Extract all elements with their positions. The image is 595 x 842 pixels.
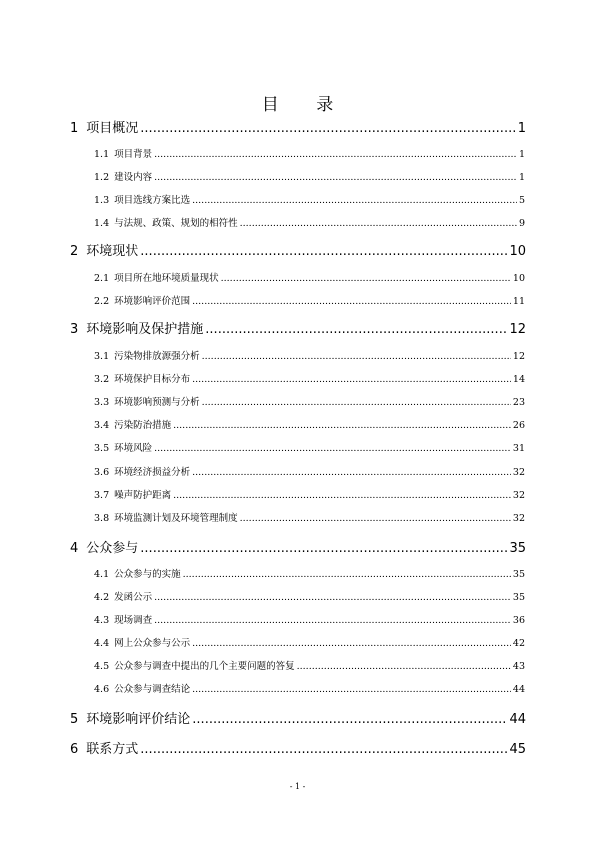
toc-number: 1.4: [94, 218, 110, 229]
toc-leader-dots: [154, 443, 511, 455]
toc-leader-dots: [154, 149, 517, 161]
toc-leader-dots: [297, 661, 511, 673]
toc-page-number: 44: [509, 712, 526, 727]
toc-number: 1.1: [94, 149, 110, 160]
toc-leader-dots: [140, 541, 507, 557]
toc-number: 4.5: [94, 661, 110, 672]
toc-page-number: 32: [512, 490, 525, 501]
toc-label: 联系方式: [86, 742, 139, 757]
toc-section[interactable]: [94, 296, 525, 308]
toc-page-number: 1: [518, 149, 525, 160]
toc-number: 1.3: [94, 195, 110, 206]
toc-section[interactable]: [94, 374, 525, 386]
toc-page-number: 12: [512, 351, 525, 362]
toc-leader-dots: [240, 218, 517, 230]
toc-label: 环境保护目标分布: [114, 374, 191, 385]
toc-leader-dots: [202, 397, 511, 409]
toc-label: 污染防治措施: [114, 420, 172, 431]
toc-page-number: 26: [512, 420, 525, 431]
toc-page-number: 36: [512, 615, 525, 626]
toc-number: 5: [70, 712, 79, 727]
toc-label: 发函公示: [114, 592, 153, 603]
toc-page-number: 10: [509, 244, 526, 259]
page-number: - 1 -: [289, 782, 306, 791]
toc-number: 1: [70, 121, 79, 136]
toc-label: 环境经济损益分析: [114, 467, 191, 478]
toc-number: 3.7: [94, 490, 110, 501]
toc-number: 4.2: [94, 592, 110, 603]
toc-leader-dots: [140, 742, 507, 758]
toc-chapter[interactable]: [70, 121, 526, 137]
toc-page-number: 23: [512, 397, 525, 408]
toc-number: 3.3: [94, 397, 110, 408]
toc-number: 3.1: [94, 351, 110, 362]
toc-label: 环境影响评价结论: [86, 712, 191, 727]
toc-page-number: 42: [512, 638, 525, 649]
toc-label: 公众参与的实施: [114, 569, 181, 580]
toc-number: 3.5: [94, 443, 110, 454]
toc-leader-dots: [192, 467, 511, 479]
toc-leader-dots: [192, 374, 511, 386]
toc-number: 3.4: [94, 420, 110, 431]
toc-leader-dots: [154, 172, 517, 184]
toc-label: 公众参与调查结论: [114, 684, 191, 695]
toc-section[interactable]: [94, 149, 525, 161]
toc-page-number: 10: [512, 273, 525, 284]
toc-page-number: 14: [512, 374, 525, 385]
toc-section[interactable]: [94, 684, 525, 696]
toc-section[interactable]: [94, 273, 525, 285]
toc-leader-dots: [192, 296, 511, 308]
toc-label: 污染物排放源强分析: [114, 351, 200, 362]
toc-page-number: 35: [512, 569, 525, 580]
toc-number: 4: [70, 541, 79, 556]
toc-section[interactable]: [94, 638, 525, 650]
toc-leader-dots: [173, 490, 511, 502]
toc-leader-dots: [154, 615, 511, 627]
toc-leader-dots: [192, 684, 511, 696]
toc-leader-dots: [183, 569, 511, 581]
toc-section[interactable]: [94, 661, 525, 673]
toc-section[interactable]: [94, 490, 525, 502]
toc-number: 4.6: [94, 684, 110, 695]
toc-label: 现场调查: [114, 615, 153, 626]
toc-label: 环境监测计划及环境管理制度: [114, 513, 238, 524]
toc-label: 噪声防护距离: [114, 490, 172, 501]
toc-label: 建设内容: [114, 172, 153, 183]
toc-chapter[interactable]: [70, 541, 526, 557]
toc-leader-dots: [192, 638, 511, 650]
toc-label: 项目背景: [114, 149, 153, 160]
toc-section[interactable]: [94, 592, 525, 604]
toc-leader-dots: [140, 121, 515, 137]
toc-section[interactable]: [94, 420, 525, 432]
toc-section[interactable]: [94, 218, 525, 230]
toc-page-number: 9: [518, 218, 525, 229]
toc-label: 与法规、政策、规划的相符性: [114, 218, 238, 229]
toc-section[interactable]: [94, 195, 525, 207]
toc-chapter[interactable]: [70, 712, 526, 728]
toc-number: 3: [70, 322, 79, 337]
toc-number: 2.1: [94, 273, 110, 284]
toc-number: 2.2: [94, 296, 110, 307]
toc-label: 环境影响及保护措施: [86, 322, 204, 337]
toc-page-number: 31: [512, 443, 525, 454]
toc-label: 项目概况: [86, 121, 139, 136]
toc-chapter[interactable]: [70, 742, 526, 758]
toc-label: 项目所在地环境质量现状: [114, 273, 219, 284]
toc-page-number: 35: [512, 592, 525, 603]
toc-page-number: 11: [512, 296, 525, 307]
toc-label: 公众参与调查中提出的几个主要问题的答复: [114, 661, 295, 672]
toc-number: 1.2: [94, 172, 110, 183]
toc-number: 6: [70, 742, 79, 757]
toc-section[interactable]: [94, 513, 525, 525]
toc-chapter[interactable]: [70, 322, 526, 338]
toc-leader-dots: [140, 244, 507, 260]
toc-leader-dots: [192, 712, 507, 728]
toc-label: 环境风险: [114, 443, 153, 454]
toc-section[interactable]: [94, 351, 525, 363]
toc-leader-dots: [205, 322, 507, 338]
toc-page-number: 44: [512, 684, 525, 695]
toc-page-number: 32: [512, 513, 525, 524]
toc-label: 公众参与: [86, 541, 139, 556]
toc-leader-dots: [221, 273, 511, 285]
toc-label: 环境影响评价范围: [114, 296, 191, 307]
toc-section[interactable]: [94, 569, 525, 581]
toc-section[interactable]: [94, 615, 525, 627]
toc-page-number: 12: [509, 322, 526, 337]
toc-chapter[interactable]: [70, 244, 526, 260]
toc-page-number: 32: [512, 467, 525, 478]
page-title: 目 录: [261, 95, 350, 115]
toc-label: 环境现状: [86, 244, 139, 259]
toc-page-number: 45: [509, 742, 526, 757]
toc-page-number: 1: [517, 121, 526, 136]
toc-section[interactable]: [94, 467, 525, 479]
toc-page-number: 35: [509, 541, 526, 556]
toc-number: 3.6: [94, 467, 110, 478]
toc-number: 2: [70, 244, 79, 259]
toc-section[interactable]: [94, 443, 525, 455]
toc-label: 项目选线方案比选: [114, 195, 191, 206]
toc-leader-dots: [173, 420, 511, 432]
toc-number: 3.8: [94, 513, 110, 524]
toc-number: 4.3: [94, 615, 110, 626]
toc-page-number: 5: [518, 195, 525, 206]
toc-label: 环境影响预测与分析: [114, 397, 200, 408]
toc-leader-dots: [240, 513, 511, 525]
toc-leader-dots: [192, 195, 517, 207]
toc-section[interactable]: [94, 397, 525, 409]
toc-leader-dots: [154, 592, 511, 604]
toc-section[interactable]: [94, 172, 525, 184]
toc-number: 3.2: [94, 374, 110, 385]
toc-number: 4.4: [94, 638, 110, 649]
toc-number: 4.1: [94, 569, 110, 580]
toc-leader-dots: [202, 351, 511, 363]
toc-page-number: 1: [518, 172, 525, 183]
toc-page-number: 43: [512, 661, 525, 672]
toc-label: 网上公众参与公示: [114, 638, 191, 649]
